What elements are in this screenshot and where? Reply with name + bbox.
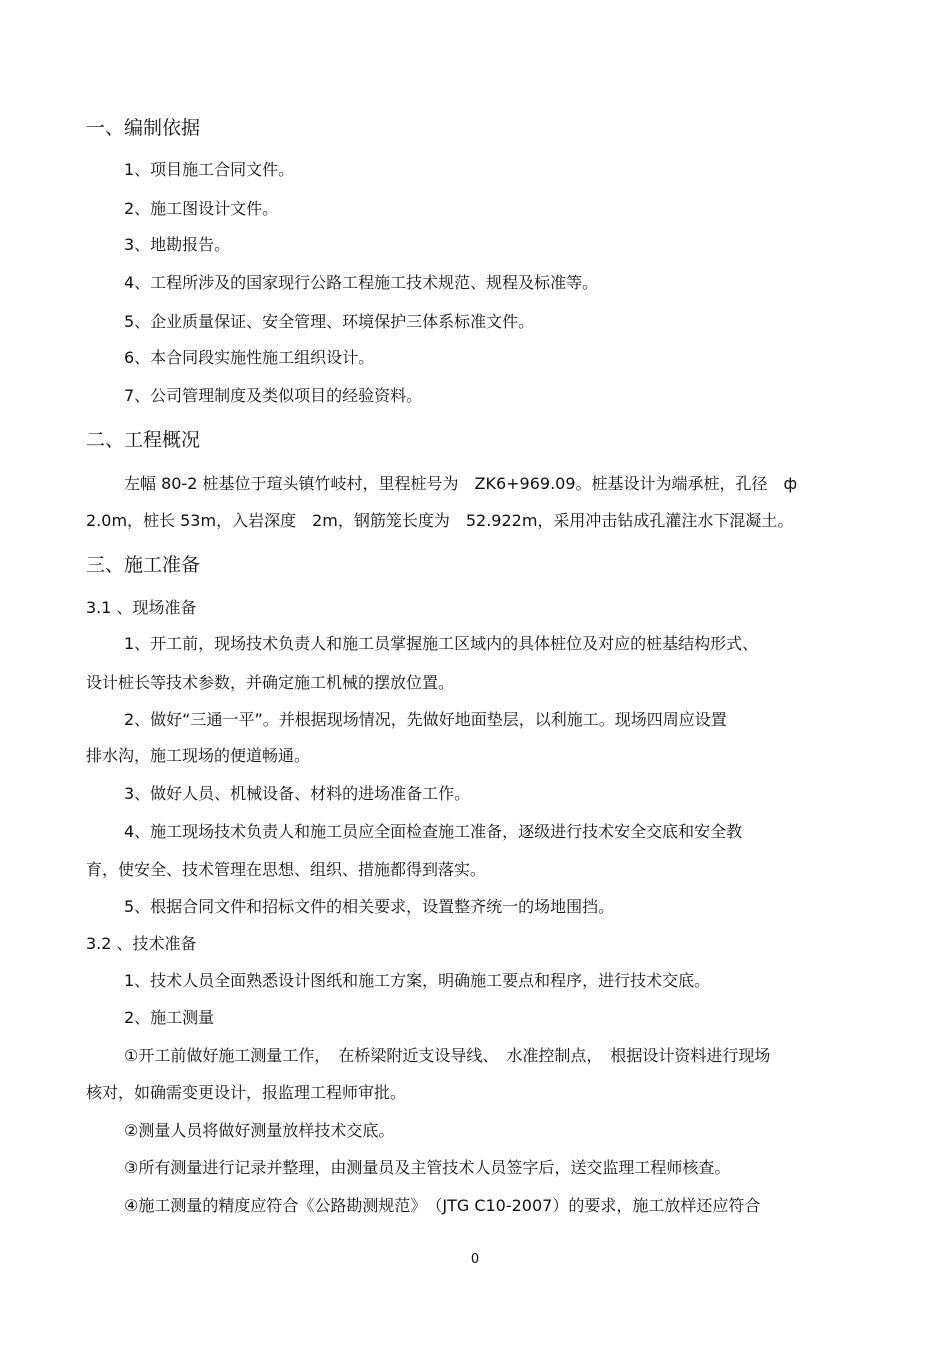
paragraph-line: 2、施工测量 [124, 1008, 215, 1027]
subsection-3-1-title: 3.1 、现场准备 [86, 598, 197, 617]
paragraph-line: 1、开工前，现场技术负责人和施工员掌握施工区域内的具体桩位及对应的桩基结构形式、 [124, 634, 759, 653]
paragraph-line: 排水沟，施工现场的便道畅通。 [86, 746, 311, 765]
paragraph-line: 2、做好“三通一平”。并根据现场情况，先做好地面垫层，以利施工。现场四周应设置 [124, 710, 727, 729]
paragraph-line: ①开工前做好施工测量工作， 在桥梁附近支设导线、 水准控制点， 根据设计资料进行现场 [124, 1046, 771, 1065]
section-2-title: 二、工程概况 [86, 429, 201, 451]
paragraph-line: ④施工测量的精度应符合《公路勘测规范》 （JTG C10-2007）的要求，施工放样还应符合 [124, 1196, 761, 1215]
section-1-title: 一、编制依据 [86, 117, 201, 139]
list-item: 7、公司管理制度及类似项目的经验资料。 [124, 386, 423, 405]
subsection-3-2-title: 3.2 、技术准备 [86, 934, 197, 953]
list-item: 1、项目施工合同文件。 [124, 160, 295, 179]
paragraph-line: 3、做好人员、机械设备、材料的进场准备工作。 [124, 784, 471, 803]
list-item: 5、企业质量保证、安全管理、环境保护三体系标准文件。 [124, 312, 535, 331]
paragraph-line: 设计桩长等技术参数，并确定施工机械的摆放位置。 [86, 673, 455, 692]
page-number: 0 [470, 1252, 480, 1267]
list-item: 6、本合同段实施性施工组织设计。 [124, 348, 375, 367]
paragraph-line: 5、根据合同文件和招标文件的相关要求，设置整齐统一的场地围挡。 [124, 897, 615, 916]
paragraph-line: 育，使安全、技术管理在思想、组织、措施都得到落实。 [86, 860, 487, 879]
section-3-title: 三、施工准备 [86, 554, 201, 576]
paragraph-line: 2.0m，桩长 53m，入岩深度 2m，钢筋笼长度为 52.922m，采用冲击钻成孔灌注水下混凝土。 [86, 511, 794, 530]
paragraph-line: 左幅 80-2 桩基位于瑄头镇竹岐村，里程桩号为 ZK6+969.09。桩基设计为端承桩，孔径 ф [124, 474, 798, 493]
paragraph-line: ②测量人员将做好测量放样技术交底。 [124, 1121, 395, 1140]
list-item: 3、地勘报告。 [124, 235, 231, 254]
list-item: 4、工程所涉及的国家现行公路工程施工技术规范、规程及标准等。 [124, 273, 599, 292]
paragraph-line: 1、技术人员全面熟悉设计图纸和施工方案，明确施工要点和程序，进行技术交底。 [124, 971, 711, 990]
paragraph-line: 4、施工现场技术负责人和施工员应全面检查施工准备，逐级进行技术安全交底和安全教 [124, 822, 743, 841]
paragraph-line: ③所有测量进行记录并整理，由测量员及主管技术人员签字后，送交监理工程师核查。 [124, 1158, 731, 1177]
paragraph-line: 核对，如确需变更设计，报监理工程师审批。 [86, 1083, 407, 1102]
list-item: 2、施工图设计文件。 [124, 199, 279, 218]
